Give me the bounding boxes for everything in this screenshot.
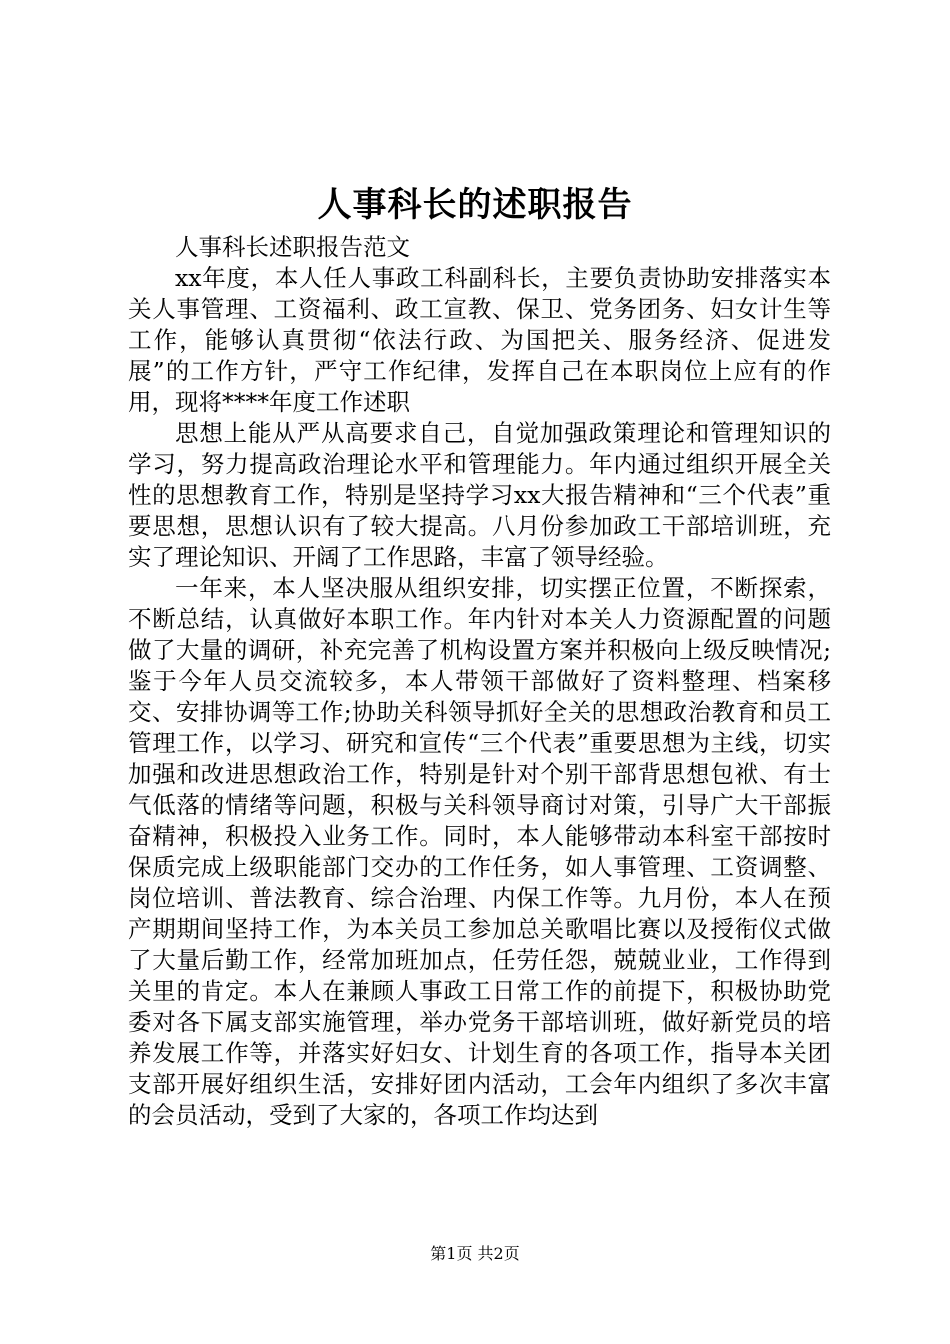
paragraph-subtitle: 人事科长述职报告范文 <box>175 233 410 261</box>
paragraph-work: 一年来，本人坚决服从组织安排，切实摆正位置，不断探索，不断总结，认真做好本职工作。年内针对本关人力资源配置的问题做了大量的调研，补充完善了机构设置方案并积极向上级反映情况;鉴于今年人员交流较多，本人带领干部做好了资料整理、档案移交、安排协调等工作;协助关科领导抓好全关的思想政治教育和员工管理工作，以学习、研究和宣传“三个代表”重要思想为主线，切实加强和改进思想政治工作，特别是针对个别干部背思想包袱、有士气低落的情绪等问题，积极与关科领导商讨对策，引导广大干部振奋精神，积极投入业务工作。同时，本人能够带动本科室干部按时保质完成上级职能部门交办的工作任务，如人事管理、工资调整、岗位培训、普法教育、综合治理、内保工作等。九月份，本人在预产期期间坚持工作，为本关员工参加总关歌唱比赛以及授衔仪式做了大量后勤工作，经常加班加点，任劳任怨，兢兢业业，工作得到关里的肯定。本人在兼顾人事政工日常工作的前提下，积极协助党委对各下属支部实施管理，举办党务干部培训班，做好新党员的培养发展工作等，并落实好妇女、计划生育的各项工作，指导本关团支部开展好组织生活，安排好团内活动，工会年内组织了多次丰富的会员活动，受到了大家的，各项工作均达到 <box>128 574 831 1129</box>
paragraph-intro: xx年度，本人任人事政工科副科长，主要负责协助安排落实本关人事管理、工资福利、政工宣教、保卫、党务团务、妇女计生等工作，能够认真贯彻“依法行政、为国把关、服务经济、促进发展”的工作方针，严守工作纪律，发挥自己在本职岗位上应有的作用，现将****年度工作述职 <box>128 264 831 416</box>
paragraph-thought: 思想上能从严从高要求自己，自觉加强政策理论和管理知识的学习，努力提高政治理论水平和管理能力。年内通过组织开展全关性的思想教育工作，特别是坚持学习xx大报告精神和“三个代表”重要思想，思想认识有了较大提高。八月份参加政工干部培训班，充实了理论知识、开阔了工作思路，丰富了领导经验。 <box>128 419 831 571</box>
page-number-footer: 第1页 共2页 <box>430 1244 520 1263</box>
document-body <box>128 232 831 1131</box>
document-title: 人事科长的述职报告 <box>317 185 633 225</box>
